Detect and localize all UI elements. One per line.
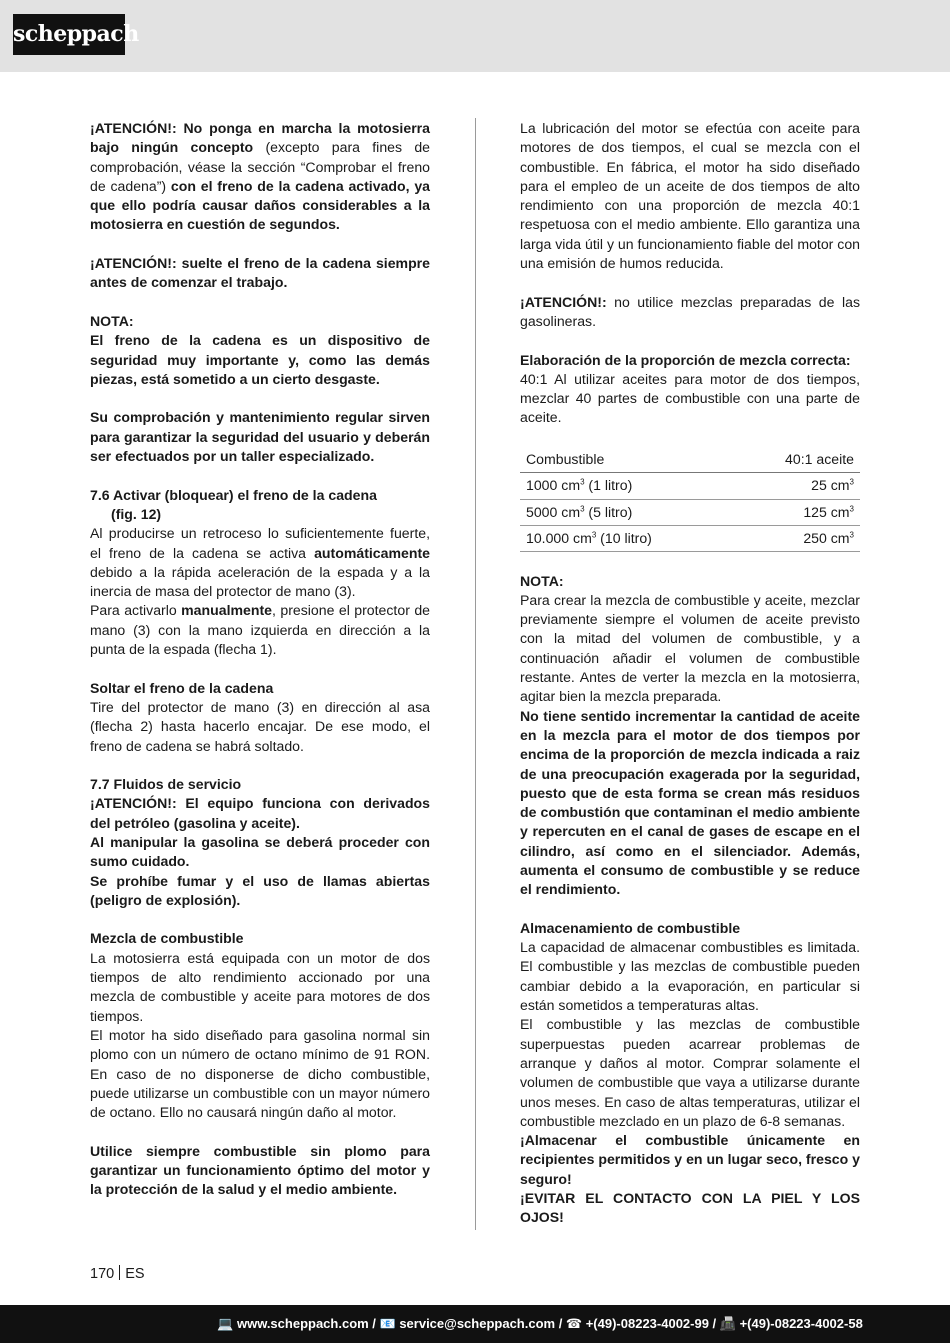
right-column: [520, 119, 860, 1228]
table-cell-fuel: 1000 $cm^3$ (1 litro): [520, 473, 734, 499]
lubrication-paragraph: La lubricación del motor se efectúa con aceite para motores de dos tiempos, el cual se mezcla con el combustible. En fábrica, el motor ha sido diseñado para el empleo de un aceite de dos tiempos de alto rendimiento con una proporción de mezcla 40:1 respetuosa con el medio ambiente. Ello garantiza una larga vida útil y un funcionamiento fiable del motor con una emisión de humos reducida.: [520, 120, 861, 272]
section-7-7-smoking: Se prohíbe fumar y el uso de llamas abiertas (peligro de explosión).: [90, 872, 430, 908]
nota-bold: No tiene sentido incrementar la cantidad de aceite en la mezcla para el motor de dos tiempos por encima de la proporción de mezcla indicada a raiz de una preocupación exagerada por la seguridad, puesto que de esta forma se crean más residuos de combustión que contaminan el medio ambiente y repercuten en el canal de gases de escape en el cilindro, así como en el silenciador. Además, aumenta el consumo de combustible y se reduce el rendimiento.: [520, 707, 860, 898]
table-row: [520, 473, 860, 499]
section-7-6-body: Al producirse un retroceso lo suficientemente fuerte, el freno de la cadena se activa automáticamente debido a la rápida aceleración de la espada y a la inercia de masa del protector de mano (3).: [90, 525, 430, 600]
release-title: Soltar el freno de la cadena: [90, 679, 274, 696]
table-cell-oil: 25 $cm^3$: [734, 473, 860, 499]
footer-contact: 💻 www.scheppach.com / 📧 service@scheppach.com / ☎ +(49)-08223-4002-99 / 📠 +(49)-08223-4002-58: [217, 1316, 863, 1331]
table-cell-fuel: 10.000 $cm^3$ (10 litro): [520, 525, 734, 551]
footer-bar: [0, 1305, 950, 1343]
brand-logo: scheppach: [13, 14, 125, 55]
table-cell-oil: 125 $cm^3$: [734, 499, 860, 525]
table-cell-fuel: 5000 $cm^3$ (5 litro): [520, 499, 734, 525]
mix-body-2: El motor ha sido diseñado para gasolina normal sin plomo con un número de octano mínimo de 91 RON. En caso de no disponerse de dicho combustible, puede utilizarse un combustible con un mayor número de octano. Ello no causará ningún daño al motor.: [90, 1026, 430, 1121]
section-7-7-caution: Al manipular la gasolina se deberá proceder con sumo cuidado.: [90, 833, 430, 870]
mix-ratio-table: [520, 447, 860, 552]
section-7-6-manual: Para activarlo manualmente, presione el protector de mano (3) con la mano izquierda en dirección a la punta de la espada (flecha 1).: [90, 602, 430, 658]
storage-body-2: El combustible y las mezclas de combustible superpuestas pueden acarrear problemas de arranque y daños al motor. Comprar solamente el volumen de combustible que vaya a utilizarse durante unos meses. En caso de altas temperaturas, utilizar el combustible mezclado en un plazo de 6-8 semanas.: [520, 1016, 860, 1129]
table-row: [520, 525, 860, 551]
warning-release: ¡ATENCIÓN!: suelte el freno de la cadena siempre antes de comenzar el trabajo.: [90, 255, 430, 291]
mix-title: Mezcla de combustible: [90, 930, 244, 947]
left-column: [90, 119, 430, 1200]
table-header-oil: 40:1 aceite: [734, 447, 860, 473]
storage-warning: ¡Almacenar el combustible únicamente en recipientes permitidos y en un lugar seco, fresco y seguro!: [520, 1132, 860, 1187]
note-title: NOTA:: [90, 312, 134, 329]
section-7-7-title: 7.7 Fluidos de servicio: [90, 776, 242, 793]
column-divider: [475, 118, 476, 1230]
mix-body-1: La motosierra está equipada con un motor de dos tiempos de alto rendimiento accionado por una mezcla de combustible y aceite para motores de dos tiempos.: [90, 949, 430, 1024]
mix-body-3: Utilice siempre combustible sin plomo para garantizar un funcionamiento óptimo del motor y la protección de la salud y el medio ambiente.: [90, 1142, 430, 1198]
page-number: 170 ES: [90, 1266, 145, 1282]
skin-warning: ¡EVITAR EL CONTACTO CON LA PIEL Y LOS OJOS!: [520, 1190, 860, 1226]
table-header-fuel: Combustible: [520, 447, 734, 473]
note-body: El freno de la cadena es un dispositivo de seguridad muy importante y, como las demás piezas, está sometido a un cierto desgaste.: [90, 332, 430, 387]
maintenance-note: Su comprobación y mantenimiento regular sirven para garantizar la seguridad del usuario y deberán ser efectuados por un taller especializado.: [90, 409, 430, 465]
section-7-6-fig: (fig. 12): [111, 505, 162, 522]
header-bar: [0, 0, 950, 72]
premix-warning: ¡ATENCIÓN!: no utilice mezclas preparadas de las gasolineras.: [520, 293, 860, 329]
storage-title: Almacenamiento de combustible: [520, 919, 741, 936]
nota-title: NOTA:: [520, 572, 564, 589]
table-header-row: [520, 447, 860, 473]
warning-paragraph: ¡ATENCIÓN!: No ponga en marcha la motosierra bajo ningún concepto (excepto para fines de comprobación, véase la sección “Comprobar el freno de cadena”) con el freno de la cadena activado, ya que ello podría causar daños considerables a la motosierra en cuestión de segundos.: [90, 120, 431, 233]
table-row: [520, 499, 860, 525]
storage-body-1: La capacidad de almacenar combustibles es limitada. El combustible y las mezclas de combustible pueden cambiar debido a la evaporación, en particular si están sometidos a temperaturas altas.: [520, 939, 860, 1014]
ratio-body: 40:1 Al utilizar aceites para motor de dos tiempos, mezclar 40 partes de combustible con una parte de aceite.: [520, 370, 860, 426]
section-7-7-warning: ¡ATENCIÓN!: El equipo funciona con derivados del petróleo (gasolina y aceite).: [90, 795, 430, 831]
ratio-title: Elaboración de la proporción de mezcla correcta:: [520, 351, 851, 368]
section-7-6-title: 7.6 Activar (bloquear) el freno de la cadena: [90, 486, 377, 503]
table-cell-oil: 250 $cm^3$: [734, 525, 860, 551]
nota-body: Para crear la mezcla de combustible y aceite, mezclar previamente siempre el volumen de aceite previsto con la mitad del volumen de combustible, y a continuación añadir el volumen de combustible restante. Antes de verter la mezcla en la motosierra, agitar bien la mezcla preparada.: [520, 591, 860, 705]
release-body: Tire del protector de mano (3) en dirección al asa (flecha 2) hasta hacerlo encajar. De ese modo, el freno de cadena se habrá soltado.: [90, 698, 430, 754]
